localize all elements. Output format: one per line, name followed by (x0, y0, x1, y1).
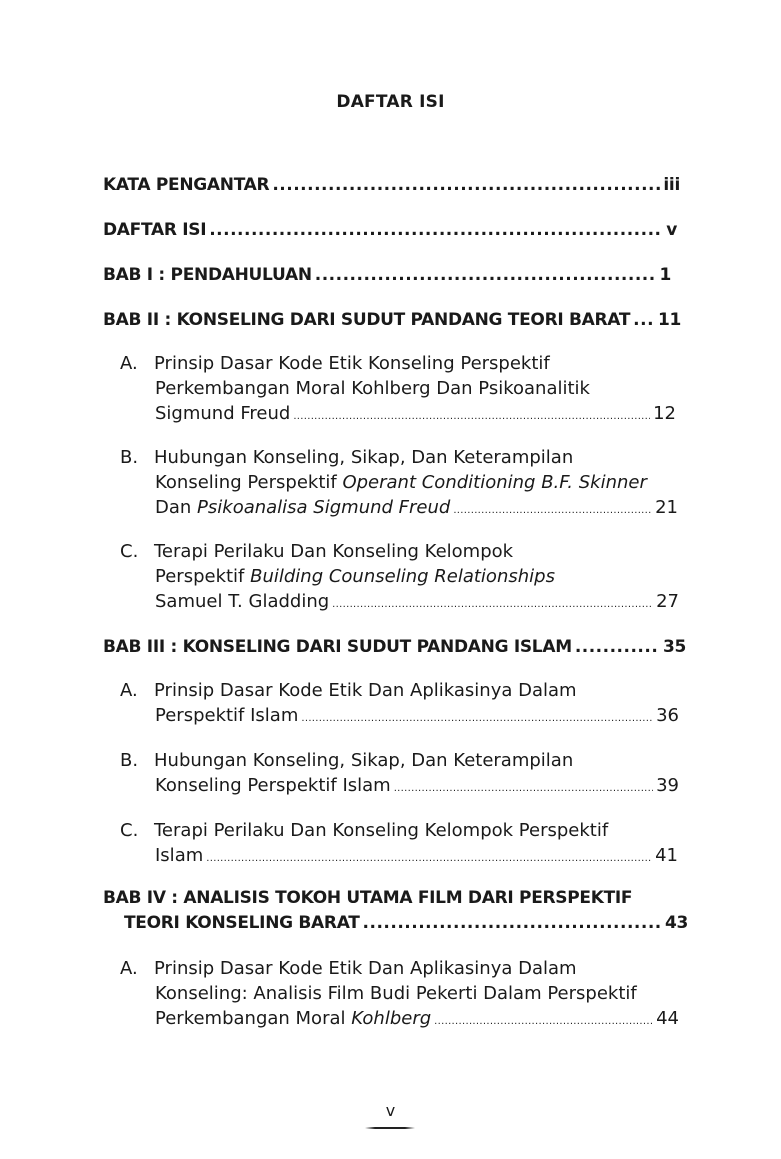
toc-subentry-4a[interactable] (155, 1008, 679, 1029)
subentry-text: Konseling: Analisis Film Budi Pekerti Dalam Perspektif (155, 983, 637, 1004)
dot-leader (394, 783, 653, 794)
toc-subentry-2b[interactable] (155, 497, 678, 518)
subentry-text: Dan (155, 497, 198, 518)
toc-subentry-3c[interactable] (155, 845, 678, 866)
subentry-text: Konseling Perspektif (155, 472, 343, 493)
toc-subentry-2b-line1 (120, 447, 573, 468)
toc-entry-label: BAB I : PENDAHULUAN (103, 265, 312, 285)
subentry-text: Samuel T. Gladding (155, 591, 330, 612)
subentry-letter: C. (120, 820, 139, 841)
toc-entry-page: 27 (656, 591, 679, 612)
toc-subentry-3b[interactable] (155, 775, 679, 796)
subentry-text-italic: Kohlberg (351, 1008, 432, 1029)
subentry-letter: B. (120, 447, 139, 468)
toc-entry-bab-1[interactable] (103, 265, 671, 285)
dot-leader (332, 599, 653, 610)
subentry-letter: A. (120, 680, 138, 701)
toc-entry-page: 21 (655, 497, 678, 518)
toc-entry-bab-4[interactable] (124, 913, 688, 933)
toc-entry-page: 1 (659, 265, 671, 285)
subentry-letter: A. (120, 353, 138, 374)
subentry-text: Hubungan Konseling, Sikap, Dan Keterampilan (154, 447, 574, 468)
toc-subentry-2b-line2 (155, 472, 647, 493)
toc-subentry-2c-line2 (155, 566, 555, 587)
toc-subentry-3c-line1 (120, 820, 608, 841)
toc-entry-bab-4-line1 (103, 888, 632, 908)
subentry-text-italic: Building Counseling Relationships (250, 566, 555, 587)
toc-subentry-3b-line1 (120, 750, 573, 771)
subentry-text: Perspektif (155, 566, 251, 587)
toc-entry-bab-2[interactable] (103, 310, 681, 330)
dot-leader (293, 411, 650, 422)
subentry-text: Terapi Perilaku Dan Konseling Kelompok Perspektif (154, 820, 609, 841)
subentry-text: Prinsip Dasar Kode Etik Dan Aplikasinya Dalam (154, 958, 577, 979)
toc-entry-page: 11 (657, 310, 681, 330)
toc-entry-bab-3[interactable] (103, 637, 686, 657)
toc-entry-page: 44 (656, 1008, 679, 1029)
toc-entry-label: BAB III : KONSELING DARI SUDUT PANDANG ISLAM (103, 637, 572, 657)
dot-leader (301, 713, 653, 724)
toc-entry-page: v (666, 220, 677, 240)
toc-entry-page: 12 (653, 403, 676, 424)
toc-subentry-4a-line2 (155, 983, 637, 1004)
toc-entry-kata-pengantar[interactable] (103, 175, 680, 195)
toc-subentry-4a-line1 (120, 958, 577, 979)
toc-subentry-2c[interactable] (155, 591, 679, 612)
toc-entry-label: BAB IV : ANALISIS TOKOH UTAMA FILM DARI PERSPEKTIF (103, 888, 633, 908)
dot-leader (272, 175, 660, 195)
dot-leader (315, 265, 657, 285)
toc-entry-label: TEORI KONSELING BARAT (124, 913, 360, 933)
subentry-text: Perkembangan Moral (155, 1008, 352, 1029)
toc-subentry-2a[interactable] (155, 403, 676, 424)
subentry-letter: A. (120, 958, 138, 979)
subentry-text: Islam (155, 845, 204, 866)
toc-entry-page: 39 (656, 775, 679, 796)
toc-entry-label: DAFTAR ISI (103, 220, 207, 240)
subentry-text: Hubungan Konseling, Sikap, Dan Keterampilan (154, 750, 574, 771)
subentry-text: Prinsip Dasar Kode Etik Dan Aplikasinya Dalam (154, 680, 577, 701)
toc-subentry-3a[interactable] (155, 705, 679, 726)
subentry-text: Sigmund Freud (155, 403, 291, 424)
dot-leader (434, 1016, 653, 1027)
subentry-text: Terapi Perilaku Dan Konseling Kelompok (154, 541, 514, 562)
toc-entry-daftar-isi[interactable] (103, 220, 677, 240)
subentry-text: Konseling Perspektif Islam (155, 775, 391, 796)
toc-subentry-3a-line1 (120, 680, 577, 701)
toc-entry-page: 35 (662, 637, 686, 657)
dot-leader (209, 220, 663, 240)
page-number: v (385, 1101, 396, 1120)
dot-leader (363, 913, 662, 933)
toc-entry-label: KATA PENGANTAR (103, 175, 270, 195)
subentry-letter: C. (120, 541, 139, 562)
dot-leader (633, 310, 655, 330)
footer-rule (365, 1127, 415, 1129)
toc-entry-page: 43 (664, 913, 688, 933)
toc-entry-page: 41 (655, 845, 678, 866)
dot-leader (453, 505, 652, 516)
subentry-text: Perkembangan Moral Kohlberg Dan Psikoanalitik (155, 378, 590, 399)
toc-entry-page: iii (663, 175, 680, 195)
page-title: DAFTAR ISI (336, 92, 445, 112)
subentry-text-italic: Operant Conditioning B.F. Skinner (342, 472, 647, 493)
toc-entry-label: BAB II : KONSELING DARI SUDUT PANDANG TEORI BARAT (103, 310, 631, 330)
subentry-letter: B. (120, 750, 139, 771)
dot-leader (575, 637, 660, 657)
subentry-text-italic: Psikoanalisa Sigmund Freud (197, 497, 451, 518)
toc-subentry-2a-line2 (155, 378, 590, 399)
dot-leader (206, 853, 652, 864)
subentry-text: Prinsip Dasar Kode Etik Konseling Perspektif (154, 353, 550, 374)
toc-entry-page: 36 (656, 705, 679, 726)
toc-subentry-2c-line1 (120, 541, 513, 562)
toc-subentry-2a-line1 (120, 353, 550, 374)
subentry-text: Perspektif Islam (155, 705, 299, 726)
